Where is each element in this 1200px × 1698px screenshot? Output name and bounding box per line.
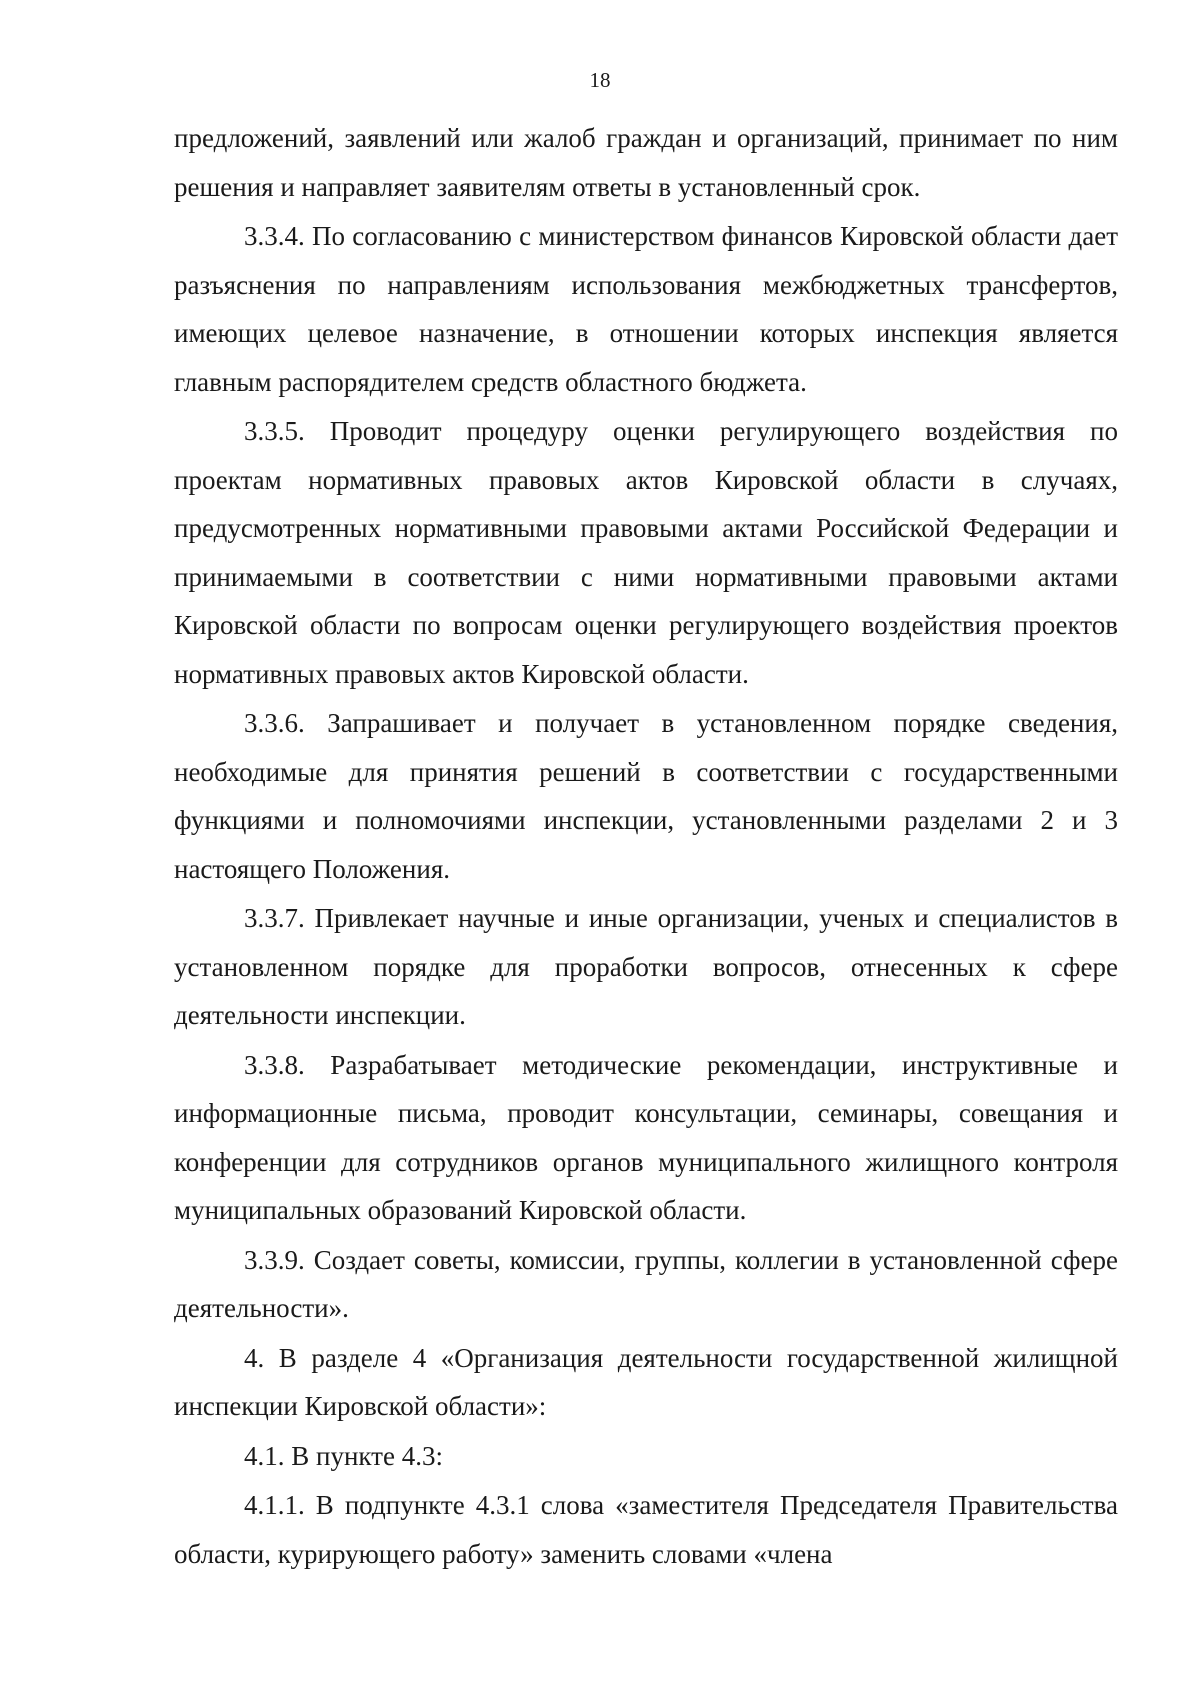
page-number: 18 <box>589 68 611 92</box>
document-body <box>174 114 1118 1578</box>
paragraph-3-3-9: 3.3.9. Создает советы, комиссии, группы, коллегии в установленной сфере деятельности». <box>174 1244 1118 1323</box>
paragraph-section-4: 4. В разделе 4 «Организация деятельности государственной жилищной инспекции Кировской области»: <box>174 1342 1118 1421</box>
paragraph-3-3-7: 3.3.7. Привлекает научные и иные организации, ученых и специалистов в установленном порядке для проработки вопросов, отнесенных к сфере деятельности инспекции. <box>174 903 1118 1030</box>
paragraph-continuation: предложений, заявлений или жалоб граждан и организаций, принимает по ним решения и направляет заявителям ответы в установленный срок. <box>174 123 1118 202</box>
paragraph-3-3-6: 3.3.6. Запрашивает и получает в установленном порядке сведения, необходимые для принятия решений в соответствии с государственными функциями и полномочиями инспекции, установленными разделами 2 и 3 настоящего Положения. <box>174 708 1118 884</box>
paragraph-4-1: 4.1. В пункте 4.3: <box>244 1440 443 1471</box>
paragraph-3-3-4: 3.3.4. По согласованию с министерством финансов Кировской области дает разъяснения по направлениям использования межбюджетных трансфертов, имеющих целевое назначение, в отношении которых инспекция является главным распорядителем средств областного бюджета. <box>174 221 1118 397</box>
paragraph-3-3-5: 3.3.5. Проводит процедуру оценки регулирующего воздействия по проектам нормативных правовых актов Кировской области в случаях, предусмотренных нормативными правовыми актами Российской Федерации и принимаемыми в соответствии с ними нормативными правовыми актами Кировской области по вопросам оценки регулирующего воздействия проектов нормативных правовых актов Кировской области. <box>174 416 1118 689</box>
paragraph-4-1-1: 4.1.1. В подпункте 4.3.1 слова «заместителя Председателя Правительства области, курирующего работу» заменить словами «члена <box>174 1490 1118 1569</box>
paragraph-3-3-8: 3.3.8. Разрабатывает методические рекомендации, инструктивные и информационные письма, проводит консультации, семинары, совещания и конференции для сотрудников органов муниципального жилищного контроля муниципальных образований Кировской области. <box>174 1049 1118 1225</box>
